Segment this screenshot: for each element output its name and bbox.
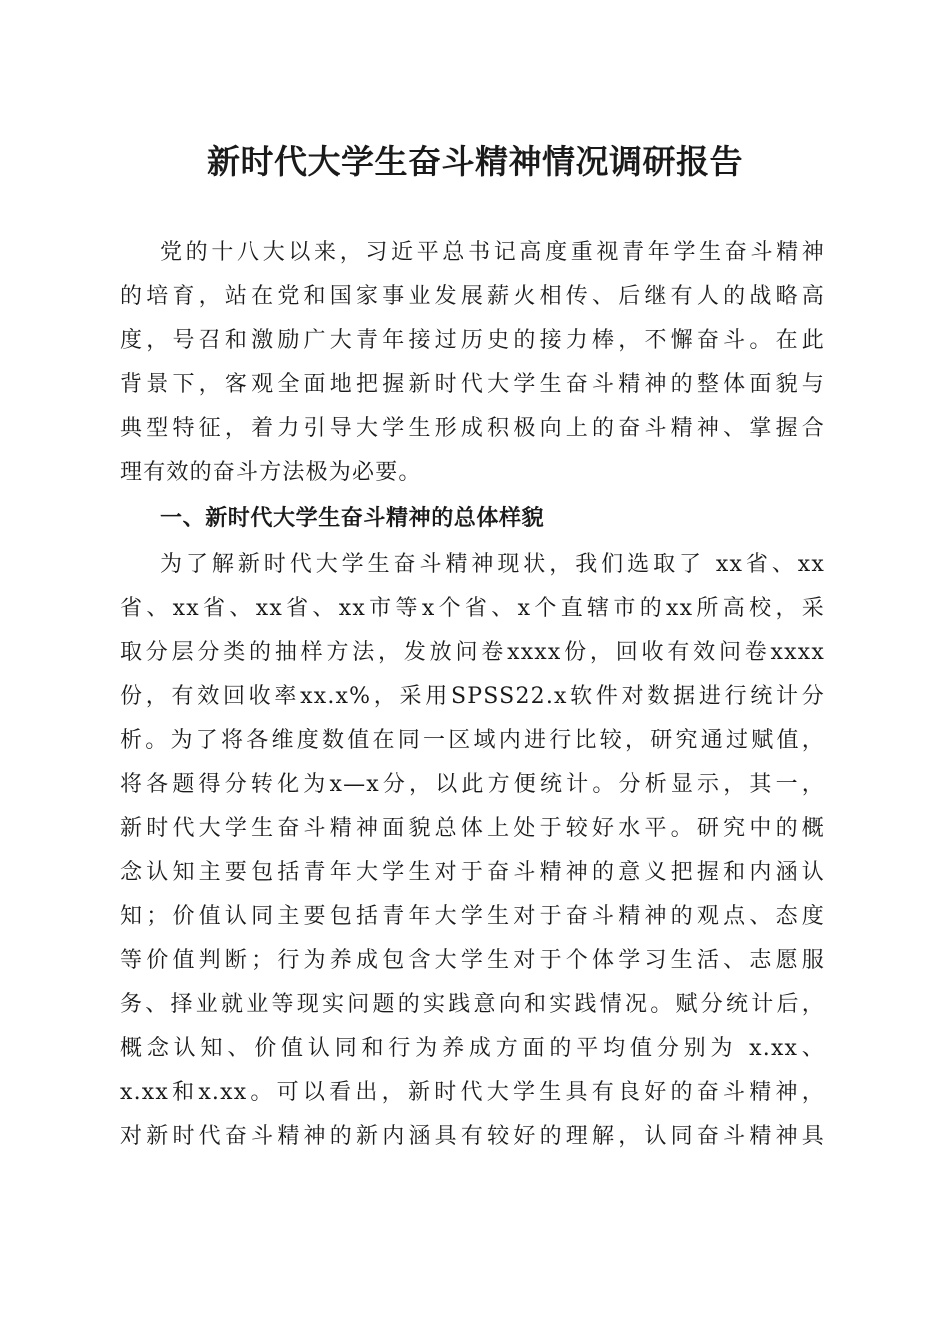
paragraph-line: 的培育，站在党和国家事业发展薪火相传、后继有人的战略高 <box>120 284 825 309</box>
section-heading: 一、新时代大学生奋斗精神的总体样貌 <box>160 506 545 531</box>
paragraph-line: 理有效的奋斗方法极为必要。 <box>120 460 422 485</box>
paragraph-line: 析。为了将各维度数值在同一区域内进行比较，研究通过赋值， <box>120 728 825 753</box>
paragraph-line: 党的十八大以来，习近平总书记高度重视青年学生奋斗精神 <box>160 240 825 265</box>
paragraph-line: 务、择业就业等现实问题的实践意向和实践情况。赋分统计后， <box>120 992 825 1017</box>
paragraph-line: 为了解新时代大学生奋斗精神现状，我们选取了 xx省、xx <box>160 552 825 577</box>
paragraph-line: 取分层分类的抽样方法，发放问卷xxxx份，回收有效问卷xxxx <box>120 640 825 665</box>
paragraph-line: 省、xx省、xx省、xx市等x个省、x个直辖市的xx所高校，采 <box>120 596 825 621</box>
paragraph-line: 概念认知、价值认同和行为养成方面的平均值分别为 x.xx、 <box>120 1036 825 1061</box>
paragraph-line: 对新时代奋斗精神的新内涵具有较好的理解，认同奋斗精神具 <box>120 1124 825 1149</box>
paragraph-line: 将各题得分转化为x—x分，以此方便统计。分析显示，其一， <box>120 772 825 797</box>
paragraph-line: 等价值判断；行为养成包含大学生对于个体学习生活、志愿服 <box>120 948 825 973</box>
paragraph-line: 份，有效回收率xx.x%，采用SPSS22.x软件对数据进行统计分 <box>120 684 825 709</box>
paragraph-line: 背景下，客观全面地把握新时代大学生奋斗精神的整体面貌与 <box>120 372 825 397</box>
paragraph-line: 知；价值认同主要包括青年大学生对于奋斗精神的观点、态度 <box>120 904 825 929</box>
paragraph-line: x.xx和x.xx。可以看出，新时代大学生具有良好的奋斗精神， <box>120 1080 825 1105</box>
paragraph-line: 新时代大学生奋斗精神面貌总体上处于较好水平。研究中的概 <box>120 816 825 841</box>
paragraph-line: 念认知主要包括青年大学生对于奋斗精神的意义把握和内涵认 <box>120 860 825 885</box>
document-title: 新时代大学生奋斗精神情况调研报告 <box>207 142 743 181</box>
paragraph-line: 度，号召和激励广大青年接过历史的接力棒，不懈奋斗。在此 <box>120 328 825 353</box>
paragraph-line: 典型特征，着力引导大学生形成积极向上的奋斗精神、掌握合 <box>120 416 825 441</box>
